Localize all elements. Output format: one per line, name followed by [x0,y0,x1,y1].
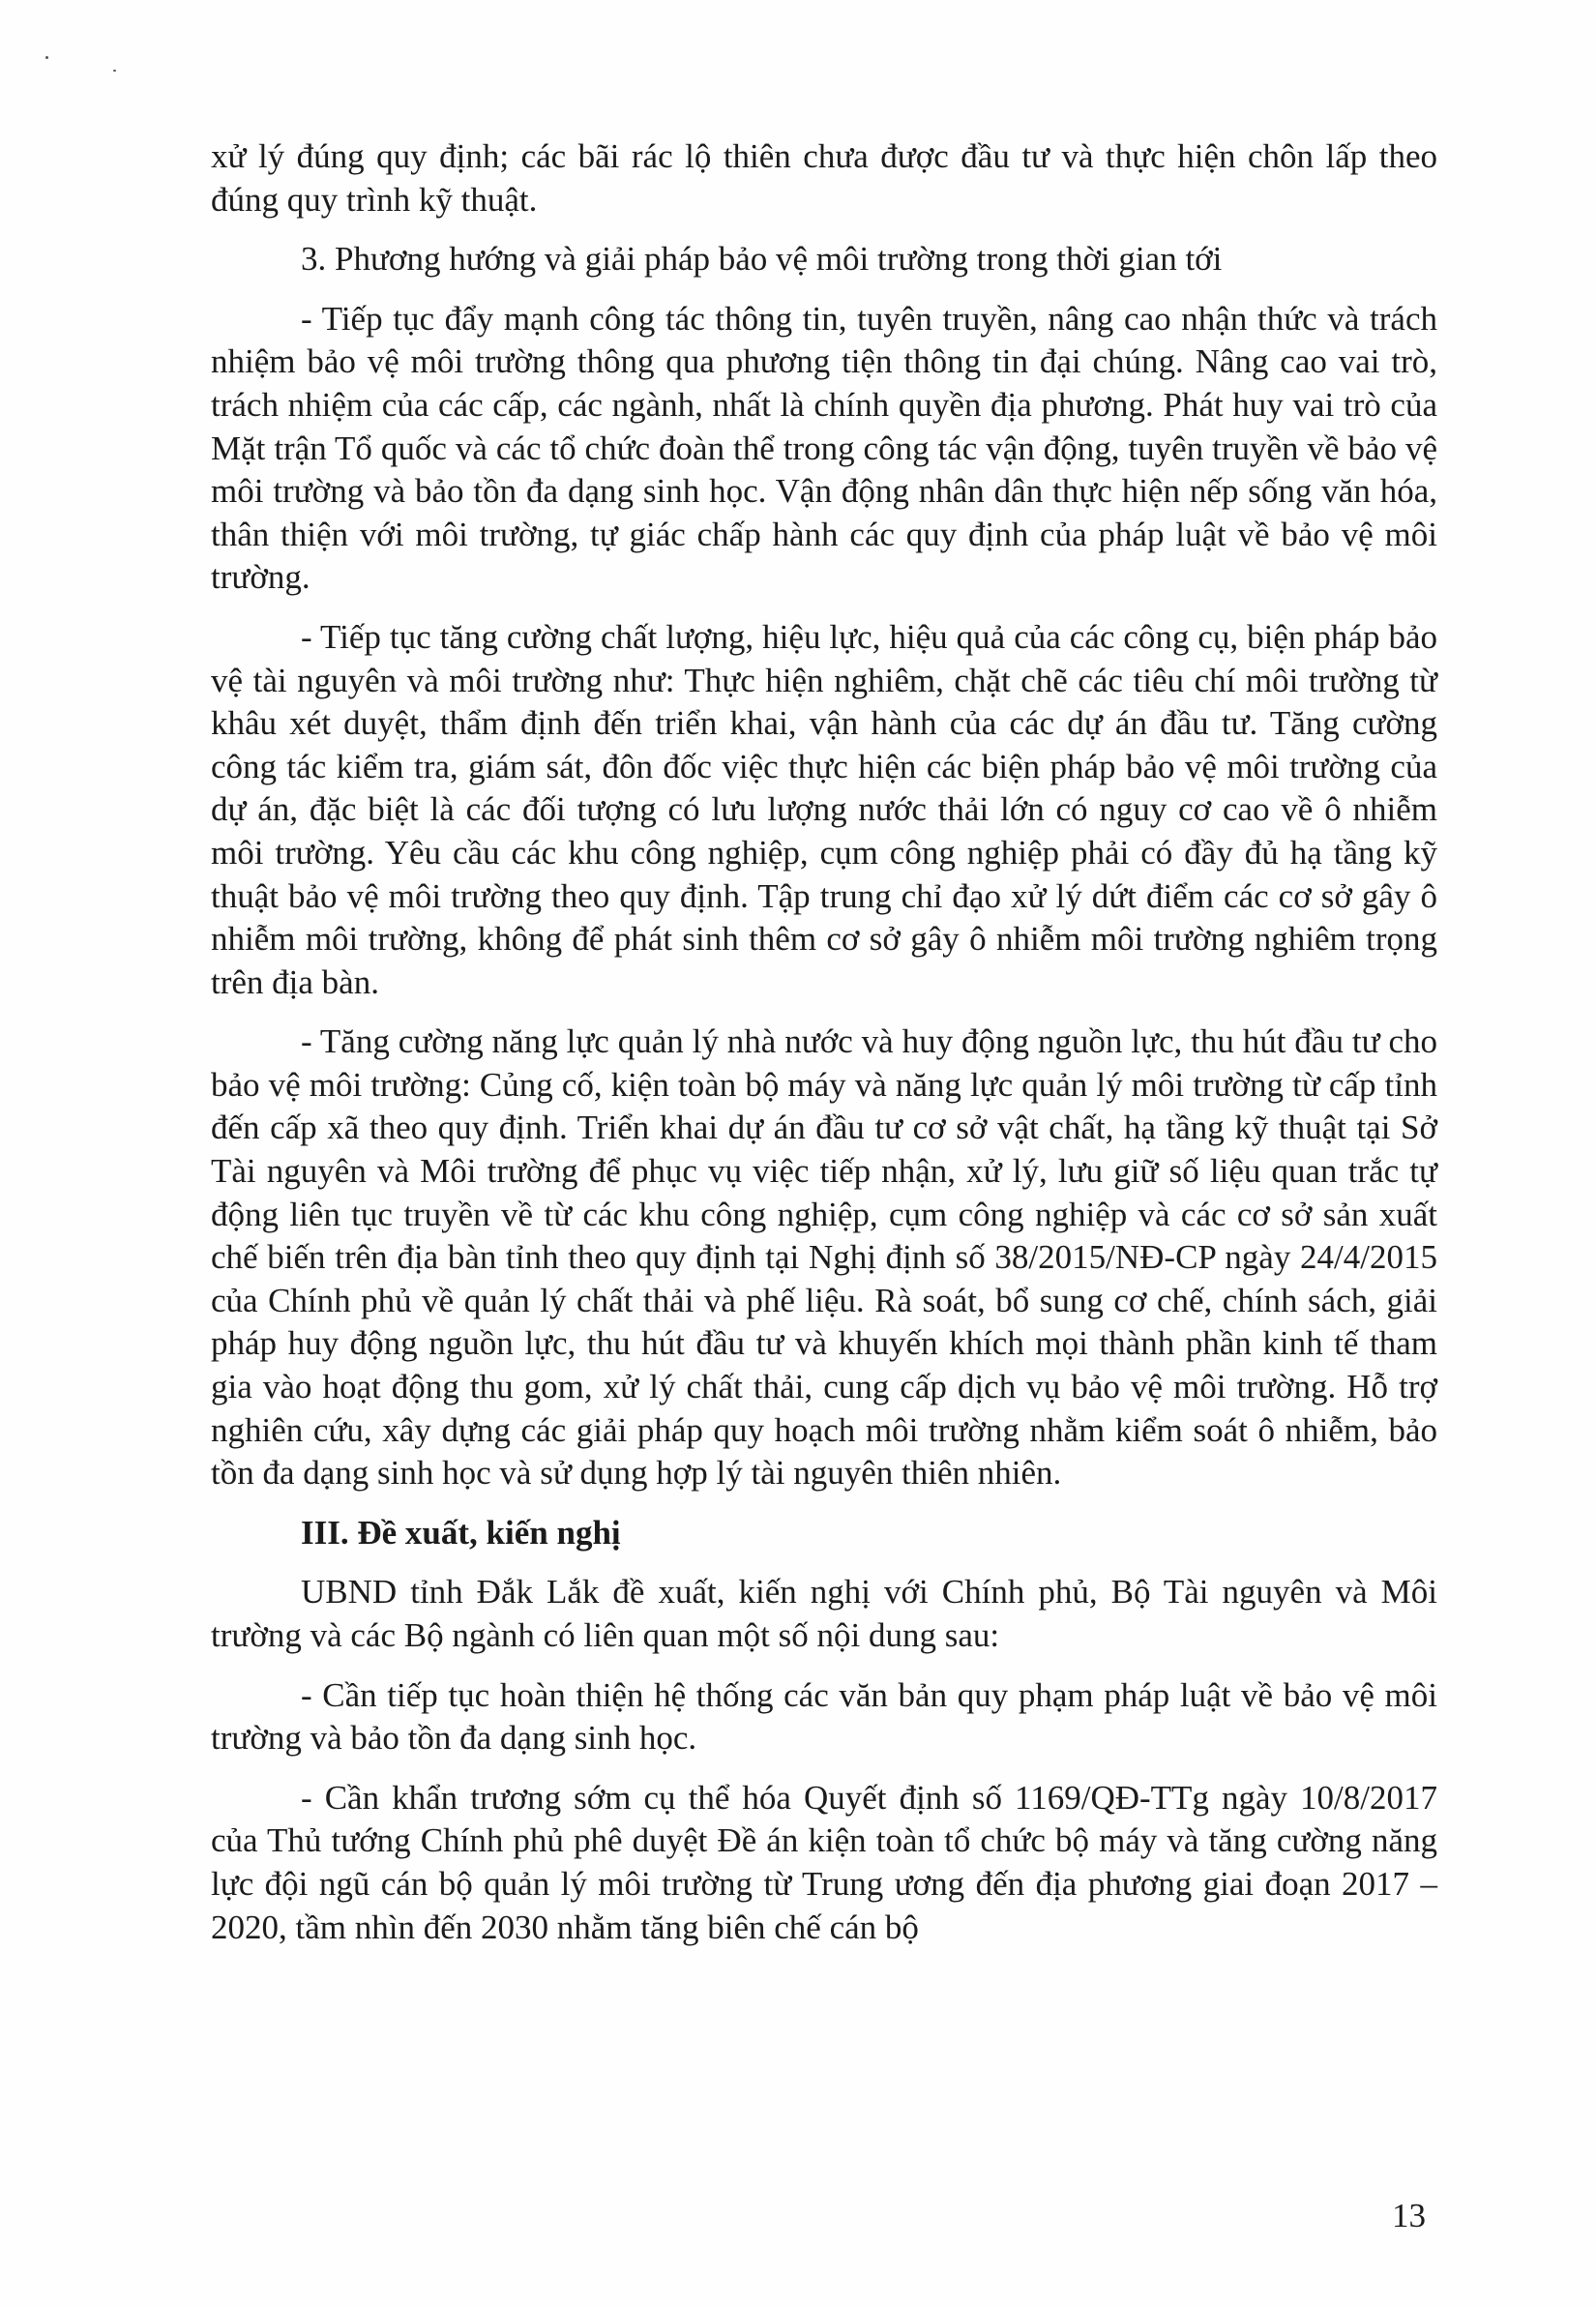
paragraph-capacity: - Tăng cường năng lực quản lý nhà nước và huy động nguồn lực, thu hút đầu tư cho bảo vệ môi trường: Củng cố, kiện toàn bộ máy và năng lực quản lý môi trường từ cấp tỉnh đến cấp xã theo quy định. Triển khai dự án đầu tư cơ sở vật chất, hạ tầng kỹ thuật tại Sở Tài nguyên và Môi trường để phục vụ việc tiếp nhận, xử lý, lưu giữ số liệu quan trắc tự động liên tục truyền về từ các khu công nghiệp, cụm công nghiệp và các cơ sở sản xuất chế biến trên địa bàn tỉnh theo quy định tại Nghị định số 38/2015/NĐ-CP ngày 24/4/2015 của Chính phủ về quản lý chất thải và phế liệu. Rà soát, bổ sung cơ chế, chính sách, giải pháp huy động nguồn lực, thu hút đầu tư và khuyến khích mọi thành phần kinh tế tham gia vào hoạt động thu gom, xử lý chất thải, cung cấp dịch vụ bảo vệ môi trường. Hỗ trợ nghiên cứu, xây dựng các giải pháp quy hoạch môi trường nhằm kiểm soát ô nhiễm, bảo tồn đa dạng sinh học và sử dụng hợp lý tài nguyên thiên nhiên. [211,1022,1437,1493]
paragraph-propaganda: - Tiếp tục đẩy mạnh công tác thông tin, tuyên truyền, nâng cao nhận thức và trách nhiệm bảo vệ môi trường thông qua phương tiện thông tin đại chúng. Nâng cao vai trò, trách nhiệm của các cấp, các ngành, nhất là chính quyền địa phương. Phát huy vai trò của Mặt trận Tổ quốc và các tổ chức đoàn thể trong công tác vận động, tuyên truyền về bảo vệ môi trường và bảo tồn đa dạng sinh học. Vận động nhân dân thực hiện nếp sống văn hóa, thân thiện với môi trường, tự giác chấp hành các quy định của pháp luật về bảo vệ môi trường. [211,299,1437,597]
paragraph-proposal-decision: - Cần khẩn trương sớm cụ thể hóa Quyết định số 1169/QĐ-TTg ngày 10/8/2017 của Thủ tướng Chính phủ phê duyệt Đề án kiện toàn tổ chức bộ máy và tăng cường năng lực đội ngũ cán bộ quản lý môi trường từ Trung ương đến địa phương giai đoạn 2017 – 2020, tầm nhìn đến 2030 nhằm tăng biên chế cán bộ [211,1778,1437,1946]
scan-speck [113,70,116,72]
paragraph-tools-measures: - Tiếp tục tăng cường chất lượng, hiệu lực, hiệu quả của các công cụ, biện pháp bảo vệ tài nguyên và môi trường như: Thực hiện nghiêm, chặt chẽ các tiêu chí môi trường từ khâu xét duyệt, thẩm định đến triển khai, vận hành của các dự án đầu tư. Tăng cường công tác kiểm tra, giám sát, đôn đốc việc thực hiện các biện pháp bảo vệ môi trường của dự án, đặc biệt là các đối tượng có lưu lượng nước thải lớn có nguy cơ cao về ô nhiễm môi trường. Yêu cầu các khu công nghiệp, cụm công nghiệp phải có đầy đủ hạ tầng kỹ thuật bảo vệ môi trường theo quy định. Tập trung chỉ đạo xử lý dứt điểm các cơ sở gây ô nhiễm môi trường, không để phát sinh thêm cơ sở gây ô nhiễm môi trường nghiêm trọng trên địa bàn. [211,617,1437,1001]
page-number: 13 [1392,2197,1426,2234]
document-body [211,135,1437,1966]
paragraph-proposal-legal: - Cần tiếp tục hoàn thiện hệ thống các văn bản quy phạm pháp luật về bảo vệ môi trường và bảo tồn đa dạng sinh học. [211,1675,1437,1758]
section-heading-3: 3. Phương hướng và giải pháp bảo vệ môi trường trong thời gian tới [301,240,1223,279]
scan-speck [45,56,48,59]
paragraph-continuation: xử lý đúng quy định; các bãi rác lộ thiên chưa được đầu tư và thực hiện chôn lấp theo đúng quy trình kỹ thuật. [211,137,1437,219]
paragraph-proposal-intro: UBND tỉnh Đắk Lắk đề xuất, kiến nghị với Chính phủ, Bộ Tài nguyên và Môi trường và các Bộ ngành có liên quan một số nội dung sau: [211,1573,1437,1654]
section-heading-iii: III. Đề xuất, kiến nghị [301,1513,621,1552]
